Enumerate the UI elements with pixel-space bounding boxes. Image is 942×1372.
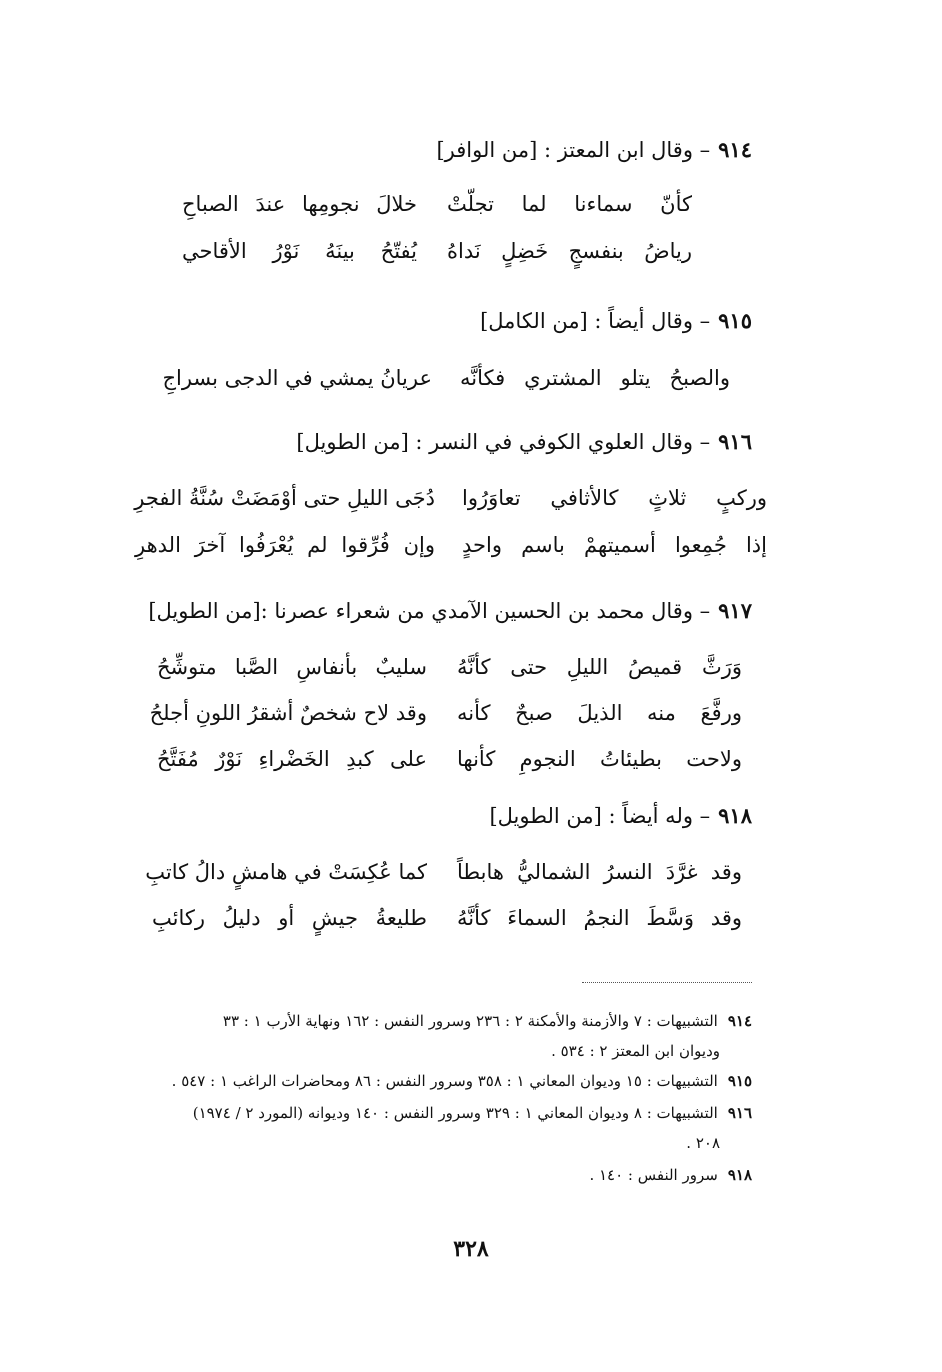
verse-line <box>149 698 742 728</box>
entry-number: ٩١٤ <box>718 137 752 162</box>
verse-first-hemistich: ورفَّعَ منه الذيلَ صبحٌ كأنه <box>457 701 742 725</box>
verse-second-hemistich: كما عُكِسَتْ في هامشٍ دالُ كاتبِ <box>145 860 427 884</box>
verse-line <box>145 857 742 887</box>
verse-first-hemistich: وَرَثَّ قميصُ الليلِ حتى كأنَّهُ <box>457 655 742 679</box>
footnote-914-continuation: وديوان ابن المعتز ٢ : ٥٣٤ . <box>551 1042 720 1060</box>
entry-number: ٩١٧ <box>718 598 752 623</box>
footnote-number: ٩١٥ <box>727 1072 752 1090</box>
entry-title: – وله أيضاً : [من الطويل] <box>489 804 711 828</box>
entry-number: ٩١٦ <box>718 429 752 454</box>
verse-second-hemistich: سليبٌ بأنفاسِ الصَّبا متوشِّحُ <box>157 655 427 679</box>
verse-first-hemistich: إذا جُمِعوا أسميتهمْ باسم واحدٍ <box>462 533 767 557</box>
verse-line <box>162 363 730 393</box>
entry-number: ٩١٨ <box>718 803 752 828</box>
footnote-915 <box>172 1070 752 1092</box>
entry-heading-915 <box>480 306 752 336</box>
footnote-916-continuation: ٢٠٨ . <box>686 1134 720 1152</box>
entry-heading-917 <box>148 596 752 626</box>
footnote-text: التشبيهات : ٧ والأزمنة والأمكنة ٢ : ٢٣٦ وسرور النفس : ١٦٢ ونهاية الأرب ١ : ٣٣ <box>222 1012 718 1030</box>
entry-title: – وقال محمد بن الحسين الآمدي من شعراء عصرنا :[من الطويل] <box>148 599 711 623</box>
verse-line <box>182 189 692 219</box>
entry-number: ٩١٥ <box>718 308 752 333</box>
verse-second-hemistich: على كبدِ الخَضْراءِ نَوْرٌ مُفَتَّحُ <box>157 747 427 771</box>
verse-first-hemistich: وقد غرَّدَ النسرُ الشماليُّ هابطاً <box>457 860 742 884</box>
verse-second-hemistich: يُفتّحُ بينَهُ نَوْرُ الأقاحي <box>182 239 417 263</box>
footnote-914 <box>223 1010 752 1032</box>
entry-title: – وقال أيضاً : [من الكامل] <box>480 309 711 333</box>
entry-title: – وقال العلوي الكوفي في النسر : [من الطويل] <box>296 430 711 454</box>
entry-title: – وقال ابن المعتز : [من الوافر] <box>436 138 711 162</box>
verse-second-hemistich: عريانُ يمشي في الدجى بسراجِ <box>162 366 432 390</box>
verse-line <box>157 652 742 682</box>
footnote-916 <box>193 1102 752 1124</box>
page-number: ٣٢٨ <box>453 1236 489 1262</box>
verse-second-hemistich: وقد لاح شخصٌ أشقرُ اللونِ أجلحُ <box>149 701 427 725</box>
verse-first-hemistich: ولاحت بطيئاتُ النجومِ كأنها <box>457 747 742 771</box>
verse-second-hemistich: طليعةُ جيشٍ أو دليلُ ركائبِ <box>152 906 427 930</box>
footnote-number: ٩١٨ <box>727 1166 752 1184</box>
verse-first-hemistich: وركبٍ ثلاثٍ كالأثافي تعاوَرُوا <box>462 486 767 510</box>
verse-first-hemistich: والصبحُ يتلو المشتري فكأنَّه <box>460 366 730 390</box>
entry-heading-914 <box>436 135 752 165</box>
verse-line <box>182 236 692 266</box>
footnote-number: ٩١٦ <box>727 1104 752 1122</box>
verse-line <box>157 744 742 774</box>
footnote-text: التشبيهات : ٨ وديوان المعاني ١ : ٣٢٩ وسرور النفس : ١٤٠ وديوانه (المورد ٢ / ١٩٧٤) <box>192 1104 718 1122</box>
entry-heading-918 <box>489 801 752 831</box>
footnote-number: ٩١٤ <box>727 1012 752 1030</box>
footnote-918 <box>589 1164 752 1186</box>
footnote-divider <box>582 982 752 983</box>
verse-first-hemistich: كأنّ سماءنا لما تجلّتْ <box>447 192 692 216</box>
footnote-text: سرور النفس : ١٤٠ . <box>589 1166 718 1184</box>
verse-first-hemistich: وقد وَسَّطَ النجمُ السماءَ كأنَّهُ <box>457 906 742 930</box>
verse-second-hemistich: وإن فُرِّقوا لم يُعْرَفُوا آخرَ الدهرِ <box>135 533 435 557</box>
verse-line <box>135 483 767 513</box>
verse-first-hemistich: رياضُ بنفسجٍ خَضِلٍ نَداهُ <box>447 239 692 263</box>
entry-heading-916 <box>296 427 752 457</box>
verse-second-hemistich: خلالَ نجومِها عندَ الصباحِ <box>182 192 417 216</box>
verse-line <box>135 530 767 560</box>
verse-second-hemistich: دُجَى الليلِ حتى أوْمَضَتْ سُنَّةُ الفجرِ <box>134 486 435 510</box>
verse-line <box>152 903 742 933</box>
footnote-text: التشبيهات : ١٥ وديوان المعاني ١ : ٣٥٨ وسرور النفس : ٨٦ ومحاضرات الراغب ١ : ٥٤٧ . <box>171 1072 718 1090</box>
